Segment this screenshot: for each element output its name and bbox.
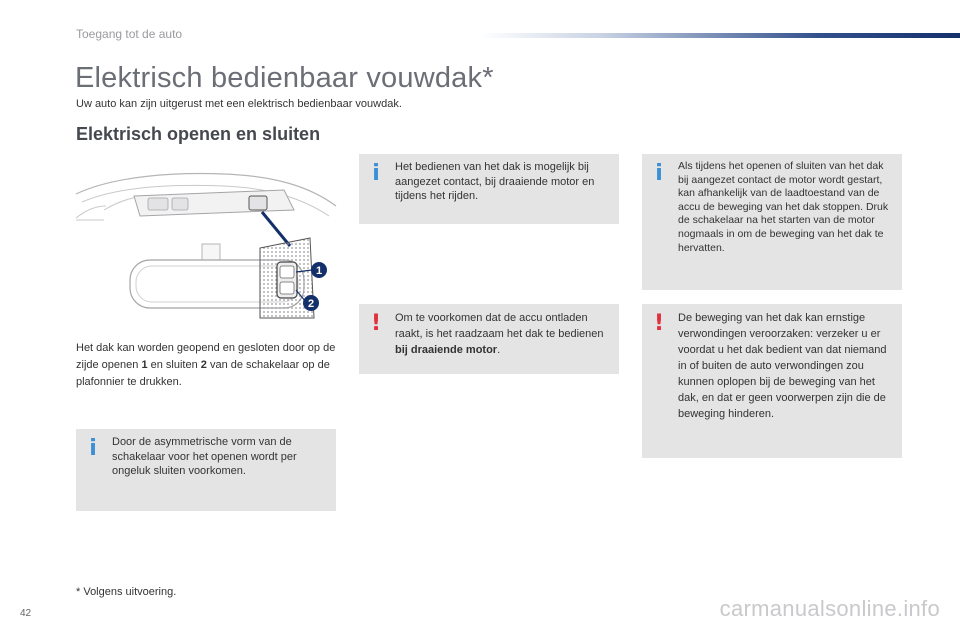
header-bar [480,33,960,38]
warning-icon: ! [370,311,382,336]
body-text: Het dak kan worden geopend en gesloten door op de zijde openen 1 en sluiten 2 van de schakelaar op de plafonnier te drukken. [76,342,336,388]
watermark: carmanualsonline.info [719,596,940,621]
info-icon: i [655,161,663,186]
page-number: 42 [20,608,32,619]
warning-note-injury [642,304,902,458]
page-title: Elektrisch bedienbaar vouwdak* [75,62,494,94]
roof-switch-illustration [74,166,340,326]
info-note-text: Door de asymmetrische vorm van de schakelaar voor het openen wordt per ongeluk sluiten voorkomen. [112,436,297,477]
warning-note-battery [359,304,619,374]
callout-1-label: 1 [315,265,323,277]
section-header: Toegang tot de auto [76,27,183,41]
warning-icon: ! [653,311,665,336]
info-icon: i [372,161,380,186]
warning-note-text: Om te voorkomen dat de accu ontladen raakt, is het raadzaam het dak te bedienen bij draaiende motor. [395,312,604,356]
info-note-operation [359,154,619,224]
callout-2-label: 2 [307,298,315,310]
info-note-restart [642,154,902,290]
info-icon: i [89,436,97,461]
page-subtitle: Uw auto kan zijn uitgerust met een elektrisch bedienbaar vouwdak. [76,98,402,110]
info-note-text: Als tijdens het openen of sluiten van het dak bij aangezet contact de motor wordt gestart, kan afhankelijk van de laadtoestand van de accu de beweging van het dak stoppen. Druk de schakelaar na het starten van de motor nogmaals in om de beweging van het dak te hervatten. [678,160,889,254]
footnote: * Volgens uitvoering. [76,586,177,598]
info-note-asymmetric [76,429,336,511]
warning-note-text: De beweging van het dak kan ernstige verwondingen veroorzaken: verzeker u er voordat u het dak bedient van dat niemand in of buiten de auto verwondingen zou kunnen oplopen bij de beweging van het dak, en dat er geen voorwerpen zijn die de beweging hinderen. [678,312,887,420]
info-note-text: Het bedienen van het dak is mogelijk bij aangezet contact, bij draaiende motor en tijdens het rijden. [395,161,595,202]
section-title: Elektrisch openen en sluiten [76,124,321,144]
